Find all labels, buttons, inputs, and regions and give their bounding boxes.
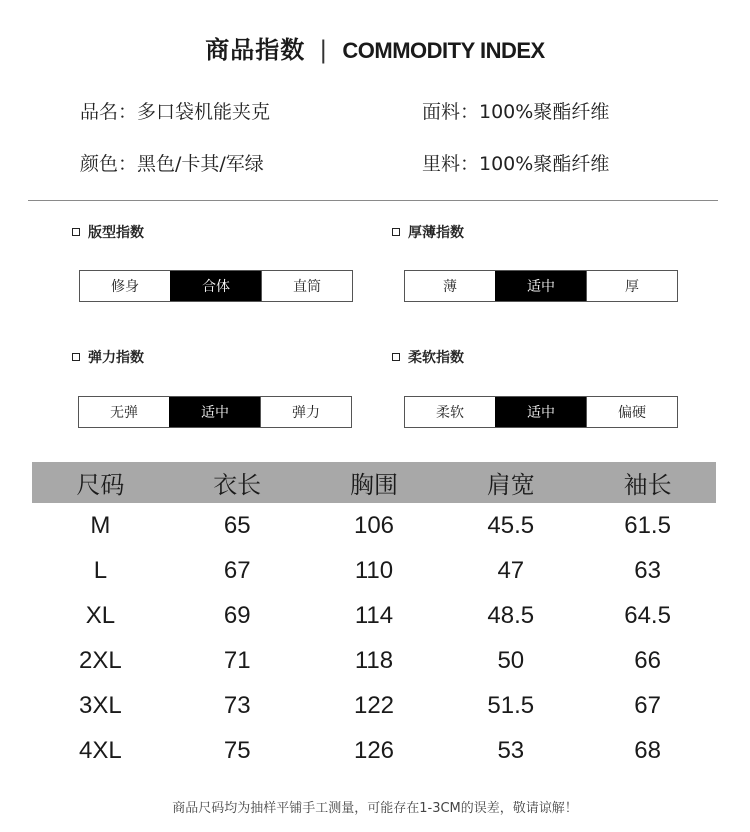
header-chest: 胸围 [306, 462, 443, 503]
elasticity-option-stretch: 弹力 [260, 397, 351, 427]
cell-sleeve: 63 [634, 556, 661, 584]
softness-option-medium: 适中 [495, 397, 586, 427]
table-row [32, 683, 716, 728]
title-en: COMMODITY INDEX [342, 38, 545, 63]
table-row [32, 593, 716, 638]
cell-length: 69 [223, 601, 251, 629]
table-header-row [32, 462, 716, 503]
fit-option-regular: 合体 [170, 271, 261, 301]
cell-length: 65 [223, 511, 251, 539]
thickness-option-thin: 薄 [405, 271, 495, 301]
elasticity-index-bar [78, 396, 352, 428]
cell-sleeve: 61.5 [624, 511, 671, 539]
cell-length: 75 [223, 736, 251, 764]
cell-length: 73 [223, 691, 251, 719]
product-color: 颜色：黑色/卡其/军绿 [80, 153, 264, 175]
thickness-option-thick: 厚 [586, 271, 677, 301]
bullet-icon [392, 228, 400, 236]
table-row [32, 728, 716, 773]
bullet-icon [392, 353, 400, 361]
cell-size: 2XL [79, 646, 122, 674]
cell-size: XL [85, 601, 116, 629]
elasticity-option-none: 无弹 [79, 397, 169, 427]
product-fabric: 面料：100%聚酯纤维 [422, 101, 610, 123]
page-title [0, 30, 750, 65]
fit-option-slim: 修身 [80, 271, 170, 301]
elasticity-index-label [72, 347, 144, 367]
cell-size: M [90, 511, 111, 539]
thickness-option-medium: 适中 [495, 271, 586, 301]
fit-option-straight: 直筒 [261, 271, 352, 301]
measurement-note: 商品尺码均为抽样平铺手工测量，可能存在1-3CM的误差，敬请谅解！ [172, 801, 578, 816]
cell-sleeve: 64.5 [624, 601, 671, 629]
table-row [32, 638, 716, 683]
product-lining: 里料：100%聚酯纤维 [422, 153, 610, 175]
thickness-index-bar [404, 270, 678, 302]
cell-chest: 114 [354, 601, 394, 629]
cell-sleeve: 67 [634, 691, 661, 719]
header-size: 尺码 [32, 462, 169, 503]
softness-index-bar [404, 396, 678, 428]
fit-index-title: 版型指数 [88, 225, 144, 241]
title-separator: | [319, 36, 329, 64]
cell-shoulder: 50 [497, 646, 525, 674]
cell-size: 3XL [79, 691, 122, 719]
table-row [32, 548, 716, 593]
header-sleeve: 袖长 [579, 462, 716, 503]
cell-size: 4XL [79, 736, 122, 764]
softness-option-stiff: 偏硬 [586, 397, 677, 427]
cell-shoulder: 53 [497, 736, 525, 764]
bullet-icon [72, 228, 80, 236]
cell-length: 71 [223, 646, 251, 674]
cell-chest: 122 [353, 691, 395, 719]
table-row [32, 503, 716, 548]
title-cn: 商品指数 [205, 36, 306, 64]
thickness-index-label [392, 222, 464, 242]
cell-size: L [93, 556, 108, 584]
product-name: 品名：多口袋机能夹克 [80, 101, 271, 123]
softness-index-title: 柔软指数 [408, 350, 464, 366]
cell-chest: 110 [354, 556, 394, 584]
cell-sleeve: 68 [634, 736, 661, 764]
cell-sleeve: 66 [634, 646, 661, 674]
cell-chest: 106 [353, 511, 395, 539]
cell-shoulder: 51.5 [487, 691, 535, 719]
cell-length: 67 [223, 556, 251, 584]
size-table [32, 462, 716, 773]
header-length: 衣长 [169, 462, 306, 503]
cell-shoulder: 47 [497, 556, 525, 584]
softness-option-soft: 柔软 [405, 397, 495, 427]
cell-chest: 118 [354, 646, 394, 674]
softness-index-label [392, 347, 464, 367]
cell-shoulder: 45.5 [487, 511, 535, 539]
section-divider [28, 200, 718, 201]
cell-shoulder: 48.5 [487, 601, 535, 629]
elasticity-option-medium: 适中 [169, 397, 260, 427]
header-shoulder: 肩宽 [442, 462, 579, 503]
fit-index-label [72, 222, 144, 242]
cell-chest: 126 [353, 736, 395, 764]
fit-index-bar [79, 270, 353, 302]
thickness-index-title: 厚薄指数 [408, 225, 464, 241]
bullet-icon [72, 353, 80, 361]
elasticity-index-title: 弹力指数 [88, 350, 144, 366]
